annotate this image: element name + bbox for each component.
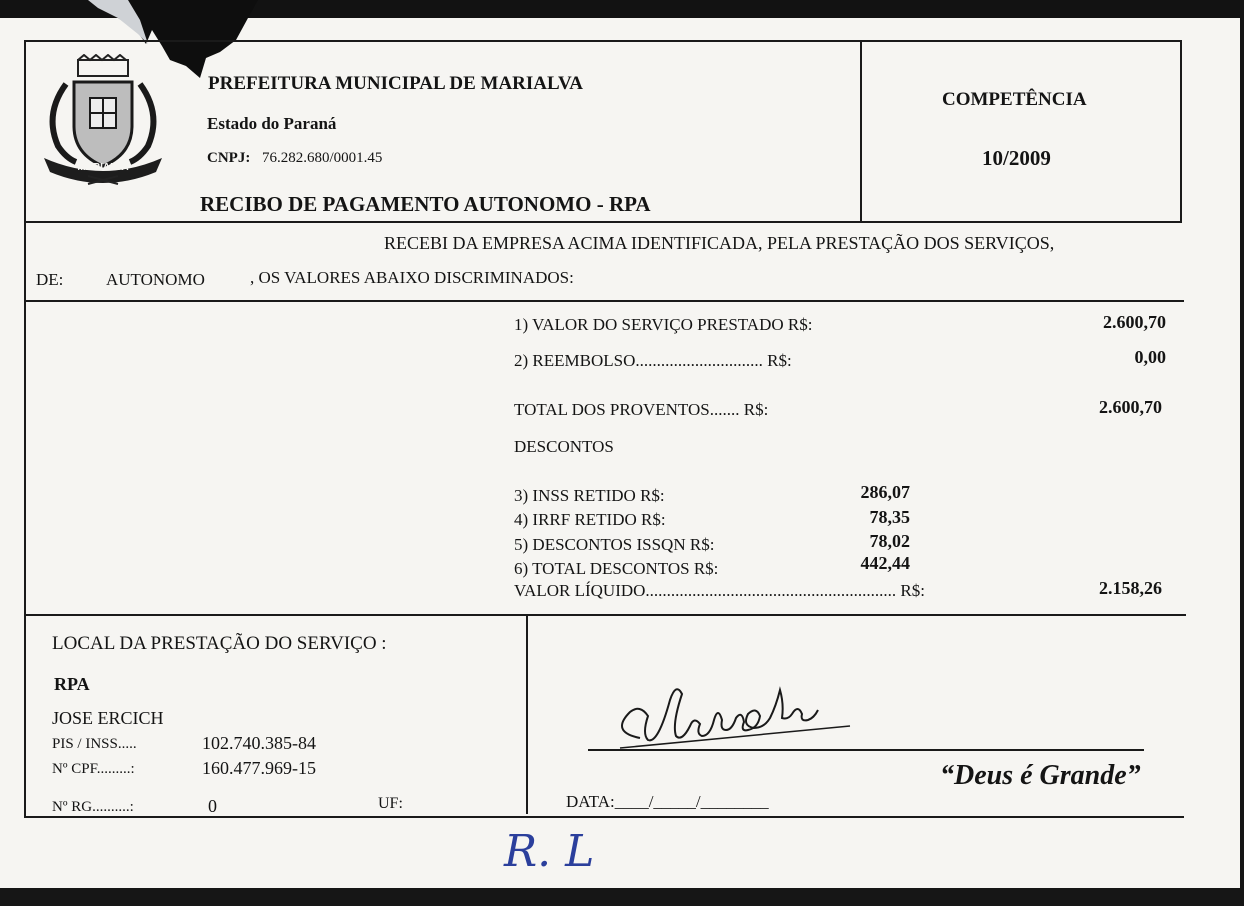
reembolso-value: 0,00 xyxy=(1134,347,1166,367)
rg-label: Nº RG..........: xyxy=(52,799,134,815)
scan-bottom-edge xyxy=(0,888,1244,906)
initials-text: R. L xyxy=(504,826,595,877)
bottom-divider xyxy=(526,614,528,814)
svg-text:MARIALVA: MARIALVA xyxy=(77,162,129,173)
total-proventos-value: 2.600,70 xyxy=(1099,397,1162,417)
competencia-divider xyxy=(860,40,862,222)
cpf-value: 160.477.969-15 xyxy=(202,758,316,778)
servico-value: 2.600,70 xyxy=(1103,312,1166,332)
cpf-label: Nº CPF.........: xyxy=(52,761,135,777)
statement-line-1: RECEBI DA EMPRESA ACIMA IDENTIFICADA, PELA PRESTAÇÃO DOS SERVIÇOS, xyxy=(384,233,1055,253)
servico-label: 1) VALOR DO SERVIÇO PRESTADO R$: xyxy=(514,315,813,334)
reembolso-label: 2) REEMBOLSO.............................. R$: xyxy=(514,351,792,370)
cnpj-label: CNPJ: xyxy=(207,150,251,166)
document-title: RECIBO DE PAGAMENTO AUTONOMO - RPA xyxy=(200,192,651,216)
statement-divider xyxy=(24,300,1184,302)
inss-label: 3) INSS RETIDO R$: xyxy=(514,486,665,505)
frame-right xyxy=(1180,40,1182,222)
data-field: DATA:____/_____/________ xyxy=(566,792,769,811)
uf-label: UF: xyxy=(378,795,403,812)
irrf-value: 78,35 xyxy=(869,507,910,527)
header-divider xyxy=(24,221,1182,223)
handwritten-signature xyxy=(600,682,880,762)
de-label: DE: xyxy=(36,270,64,289)
local-heading: LOCAL DA PRESTAÇÃO DO SERVIÇO : xyxy=(52,633,387,654)
total-proventos-label: TOTAL DOS PROVENTOS....... R$: xyxy=(514,400,769,419)
liquido-label: VALOR LÍQUIDO........................................................... R$: xyxy=(514,581,925,600)
pis-label: PIS / INSS..... xyxy=(52,736,137,752)
frame-left xyxy=(24,40,26,818)
competencia-label: COMPETÊNCIA xyxy=(942,89,1087,110)
total-descontos-label: 6) TOTAL DESCONTOS R$: xyxy=(514,559,719,578)
competencia-value: 10/2009 xyxy=(982,146,1051,170)
descontos-heading: DESCONTOS xyxy=(514,437,614,456)
total-descontos-value: 442,44 xyxy=(860,553,910,573)
local-place: RPA xyxy=(54,674,90,694)
inss-value: 286,07 xyxy=(860,482,910,502)
cnpj-value: 76.282.680/0001.45 xyxy=(262,150,383,166)
state-name: Estado do Paraná xyxy=(207,114,337,133)
scan-right-edge xyxy=(1240,0,1244,906)
pis-value: 102.740.385-84 xyxy=(202,733,316,753)
frame-bottom xyxy=(24,816,1184,818)
person-name: JOSE ERCICH xyxy=(52,708,164,728)
coat-of-arms-icon xyxy=(38,54,168,186)
issqn-label: 5) DESCONTOS ISSQN R$: xyxy=(514,535,715,554)
org-name: PREFEITURA MUNICIPAL DE MARIALVA xyxy=(208,73,583,94)
irrf-label: 4) IRRF RETIDO R$: xyxy=(514,510,666,529)
rg-value: 0 xyxy=(208,796,217,816)
statement-line-2: , OS VALORES ABAIXO DISCRIMINADOS: xyxy=(250,268,574,287)
liquido-value: 2.158,26 xyxy=(1099,578,1162,598)
deus-e-grande-stamp: “Deus é Grande” xyxy=(940,760,1141,791)
frame-top xyxy=(24,40,1182,42)
values-divider xyxy=(24,614,1186,616)
issqn-value: 78,02 xyxy=(869,531,910,551)
de-value: AUTONOMO xyxy=(106,270,205,289)
